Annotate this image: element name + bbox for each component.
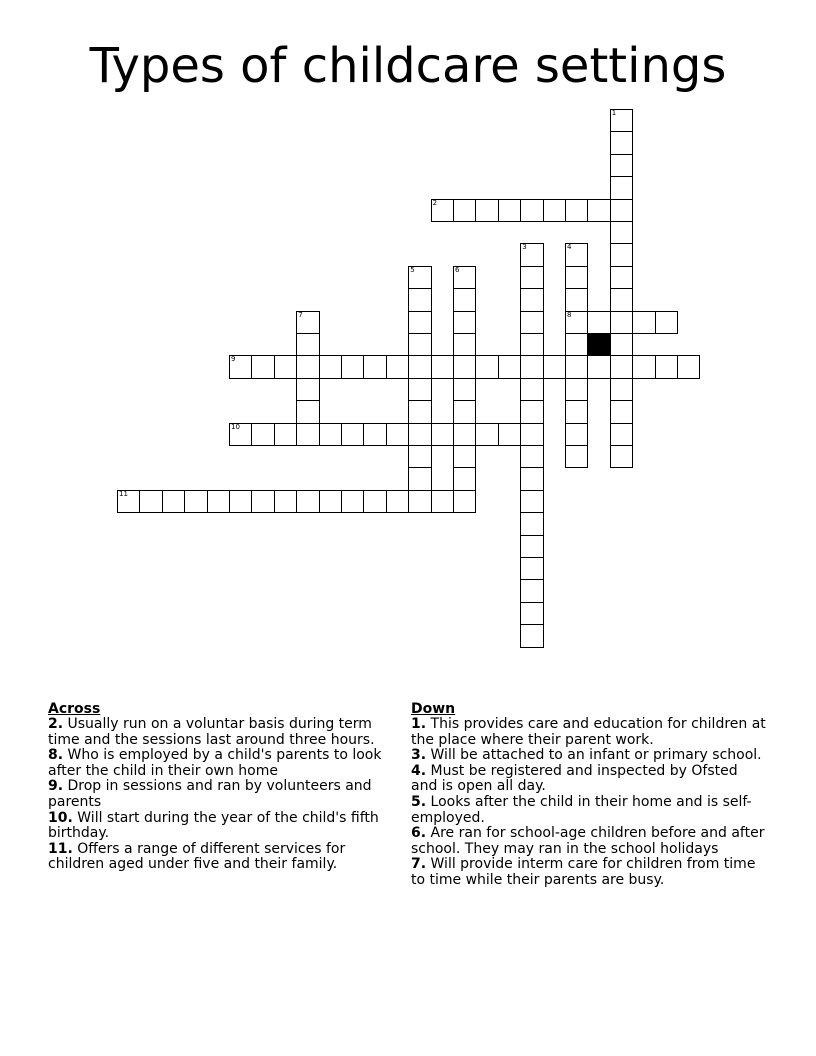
crossword-cell[interactable] — [296, 378, 319, 401]
crossword-cell[interactable] — [229, 423, 252, 446]
crossword-cell[interactable] — [565, 355, 588, 378]
clue-number-label: 6 — [455, 265, 460, 274]
crossword-cell[interactable] — [610, 199, 633, 222]
crossword-cell[interactable] — [655, 355, 678, 378]
crossword-cell[interactable] — [520, 378, 543, 401]
crossword-cell[interactable] — [610, 109, 633, 132]
crossword-cell[interactable] — [431, 355, 454, 378]
crossword-cell[interactable] — [520, 535, 543, 558]
clue-number-label: 10 — [231, 422, 240, 431]
crossword-cell[interactable] — [453, 333, 476, 356]
crossword-cell[interactable] — [565, 400, 588, 423]
crossword-cell[interactable] — [520, 467, 543, 490]
crossword-cell[interactable] — [565, 445, 588, 468]
crossword-cell[interactable] — [610, 243, 633, 266]
crossword-cell[interactable] — [610, 423, 633, 446]
across-clue — [48, 842, 393, 873]
crossword-cell[interactable] — [453, 378, 476, 401]
crossword-cell[interactable] — [408, 333, 431, 356]
crossword-cell[interactable] — [274, 423, 297, 446]
crossword-cell[interactable] — [543, 199, 566, 222]
crossword-cell[interactable] — [162, 490, 185, 513]
across-clue — [48, 748, 393, 779]
clue-number-label: 2 — [432, 198, 438, 207]
crossword-cell[interactable] — [520, 579, 543, 602]
down-clue — [411, 717, 767, 748]
crossword-cell[interactable] — [498, 423, 521, 446]
crossword-cell[interactable] — [386, 355, 409, 378]
crossword-cell[interactable] — [520, 445, 543, 468]
clue-text: Will be attached to an infant or primary school. — [430, 747, 762, 764]
crossword-cell[interactable] — [587, 355, 610, 378]
clue-number: 9. — [48, 778, 64, 795]
crossword-cell[interactable] — [520, 355, 543, 378]
clue-number: 10. — [48, 809, 73, 826]
crossword-cell[interactable] — [610, 266, 633, 289]
crossword-cell[interactable] — [363, 355, 386, 378]
across-heading: Across — [48, 701, 101, 717]
black-square — [587, 333, 610, 356]
down-clue — [411, 826, 767, 857]
crossword-cell[interactable] — [296, 311, 319, 334]
across-clue — [48, 811, 393, 842]
clue-number: 1. — [411, 716, 427, 732]
crossword-cell[interactable] — [520, 624, 543, 647]
crossword-cell[interactable] — [386, 490, 409, 513]
crossword-cell[interactable] — [453, 467, 476, 490]
crossword-cell[interactable] — [610, 333, 633, 356]
crossword-cell[interactable] — [520, 490, 543, 513]
crossword-cell[interactable] — [475, 199, 498, 222]
crossword-cell[interactable] — [677, 355, 700, 378]
clue-text: Who is employed by a child's parents to look after the child in their own home — [48, 747, 382, 779]
crossword-cell[interactable] — [341, 490, 364, 513]
crossword-cell[interactable] — [408, 288, 431, 311]
crossword-cell[interactable] — [610, 288, 633, 311]
crossword-cell[interactable] — [610, 131, 633, 154]
crossword-cell[interactable] — [520, 333, 543, 356]
clue-number-label: 1 — [611, 109, 617, 117]
crossword-cell[interactable] — [296, 490, 319, 513]
crossword-cell[interactable] — [520, 199, 543, 222]
down-heading: Down — [411, 701, 456, 717]
crossword-cell[interactable] — [453, 423, 476, 446]
crossword-cell[interactable] — [453, 445, 476, 468]
crossword-cell[interactable] — [610, 311, 633, 334]
crossword-cell[interactable] — [386, 423, 409, 446]
crossword-cell[interactable] — [296, 333, 319, 356]
clue-text: Will provide interm care for children from time to time while their parents are busy. — [411, 856, 756, 888]
crossword-cell[interactable] — [296, 355, 319, 378]
crossword-cell[interactable] — [453, 199, 476, 222]
crossword-cell[interactable] — [251, 355, 274, 378]
crossword-cell[interactable] — [498, 355, 521, 378]
crossword-cell[interactable] — [587, 311, 610, 334]
clue-number-label: 11 — [119, 489, 128, 498]
crossword-cell[interactable] — [565, 266, 588, 289]
crossword-cell[interactable] — [543, 355, 566, 378]
down-clue — [411, 857, 767, 888]
crossword-cell[interactable] — [498, 199, 521, 222]
crossword-cell[interactable] — [610, 378, 633, 401]
clue-number: 6. — [411, 825, 427, 842]
down-clues — [411, 701, 767, 889]
crossword-cell[interactable] — [610, 154, 633, 177]
crossword-cell[interactable] — [408, 378, 431, 401]
crossword-cell[interactable] — [453, 400, 476, 423]
across-clue — [48, 779, 393, 810]
crossword-cell[interactable] — [274, 355, 297, 378]
crossword-cell[interactable] — [296, 400, 319, 423]
crossword-cell[interactable] — [565, 311, 588, 334]
crossword-cell[interactable] — [408, 311, 431, 334]
clue-number-label: 4 — [567, 243, 572, 252]
crossword-cell[interactable] — [341, 423, 364, 446]
down-clue — [411, 795, 767, 826]
clue-text: Must be registered and inspected by Ofsted and is open all day. — [411, 762, 738, 795]
clue-text: Will start during the year of the child's fifth birthday. — [48, 809, 379, 842]
crossword-cell[interactable] — [319, 355, 342, 378]
clue-text: Are ran for school-age children before and after school. They may ran in the school holidays — [411, 825, 765, 857]
crossword-cell[interactable] — [296, 423, 319, 446]
crossword-cell[interactable] — [117, 490, 140, 513]
crossword-cell[interactable] — [229, 490, 252, 513]
crossword-cell[interactable] — [408, 423, 431, 446]
across-clue — [48, 717, 393, 748]
crossword-cell[interactable] — [431, 199, 454, 222]
crossword-cell[interactable] — [453, 355, 476, 378]
crossword-cell[interactable] — [251, 423, 274, 446]
clue-text: Looks after the child in their home and is self-employed. — [411, 793, 752, 826]
crossword-cell[interactable] — [565, 199, 588, 222]
crossword-cell[interactable] — [610, 176, 633, 199]
crossword-cell[interactable] — [520, 602, 543, 625]
clue-number: 11. — [48, 840, 73, 857]
clue-number: 8. — [48, 747, 64, 764]
crossword-cell[interactable] — [207, 490, 230, 513]
clue-number-label: 8 — [567, 310, 572, 319]
crossword-cell[interactable] — [565, 243, 588, 266]
crossword-cell[interactable] — [184, 490, 207, 513]
crossword-cell[interactable] — [520, 266, 543, 289]
crossword-cell[interactable] — [274, 490, 297, 513]
crossword-cell[interactable] — [363, 423, 386, 446]
crossword-cell[interactable] — [632, 355, 655, 378]
crossword-cell[interactable] — [408, 355, 431, 378]
clue-number: 7. — [411, 856, 427, 873]
clue-number-label: 5 — [410, 265, 415, 274]
crossword-cell[interactable] — [319, 490, 342, 513]
crossword-cell[interactable] — [341, 355, 364, 378]
crossword-cell[interactable] — [408, 266, 431, 289]
crossword-cell[interactable] — [655, 311, 678, 334]
crossword-cell[interactable] — [632, 311, 655, 334]
clue-number: 3. — [411, 747, 427, 764]
clue-number: 2. — [48, 716, 64, 732]
crossword-cell[interactable] — [431, 423, 454, 446]
crossword-cell[interactable] — [610, 445, 633, 468]
down-clue — [411, 764, 767, 795]
crossword-cell[interactable] — [453, 266, 476, 289]
crossword-cell[interactable] — [319, 423, 342, 446]
crossword-cell[interactable] — [520, 512, 543, 535]
crossword-cell[interactable] — [565, 333, 588, 356]
crossword-cell[interactable] — [363, 490, 386, 513]
crossword-cell[interactable] — [610, 355, 633, 378]
clue-number-label: 9 — [231, 355, 236, 364]
crossword-cell[interactable] — [475, 355, 498, 378]
crossword-cell[interactable] — [565, 288, 588, 311]
across-clues — [48, 701, 393, 873]
crossword-cell[interactable] — [520, 557, 543, 580]
clue-number: 4. — [411, 762, 427, 779]
crossword-cell[interactable] — [453, 490, 476, 513]
crossword-cell[interactable] — [408, 400, 431, 423]
crossword-cell[interactable] — [520, 243, 543, 266]
crossword-cell[interactable] — [610, 400, 633, 423]
clue-text: Drop in sessions and ran by volunteers and parents — [48, 778, 372, 810]
crossword-cell[interactable] — [453, 288, 476, 311]
crossword-cell[interactable] — [408, 490, 431, 513]
crossword-cell[interactable] — [251, 490, 274, 513]
clue-number: 5. — [411, 793, 427, 810]
crossword-cell[interactable] — [431, 490, 454, 513]
crossword-cell[interactable] — [475, 423, 498, 446]
down-clue — [411, 748, 767, 764]
crossword-cell[interactable] — [520, 400, 543, 423]
clue-text: Offers a range of different services for children aged under five and their family. — [48, 840, 346, 873]
crossword-cell[interactable] — [453, 311, 476, 334]
crossword-cell[interactable] — [610, 221, 633, 244]
crossword-cell[interactable] — [229, 355, 252, 378]
clue-number-label: 3 — [522, 243, 527, 252]
clue-number-label: 7 — [298, 310, 303, 319]
crossword-cell[interactable] — [565, 378, 588, 401]
crossword-cell[interactable] — [565, 423, 588, 446]
crossword-cell[interactable] — [408, 467, 431, 490]
crossword-cell[interactable] — [139, 490, 162, 513]
crossword-cell[interactable] — [520, 288, 543, 311]
crossword-cell[interactable] — [587, 199, 610, 222]
crossword-cell[interactable] — [520, 311, 543, 334]
clue-text: This provides care and education for children at the place where their parent work. — [411, 716, 766, 748]
page-title: Types of childcare settings — [89, 38, 727, 94]
crossword-cell[interactable] — [520, 423, 543, 446]
crossword-cell[interactable] — [408, 445, 431, 468]
clue-text: Usually run on a voluntar basis during term time and the sessions last around three hours. — [48, 716, 375, 748]
